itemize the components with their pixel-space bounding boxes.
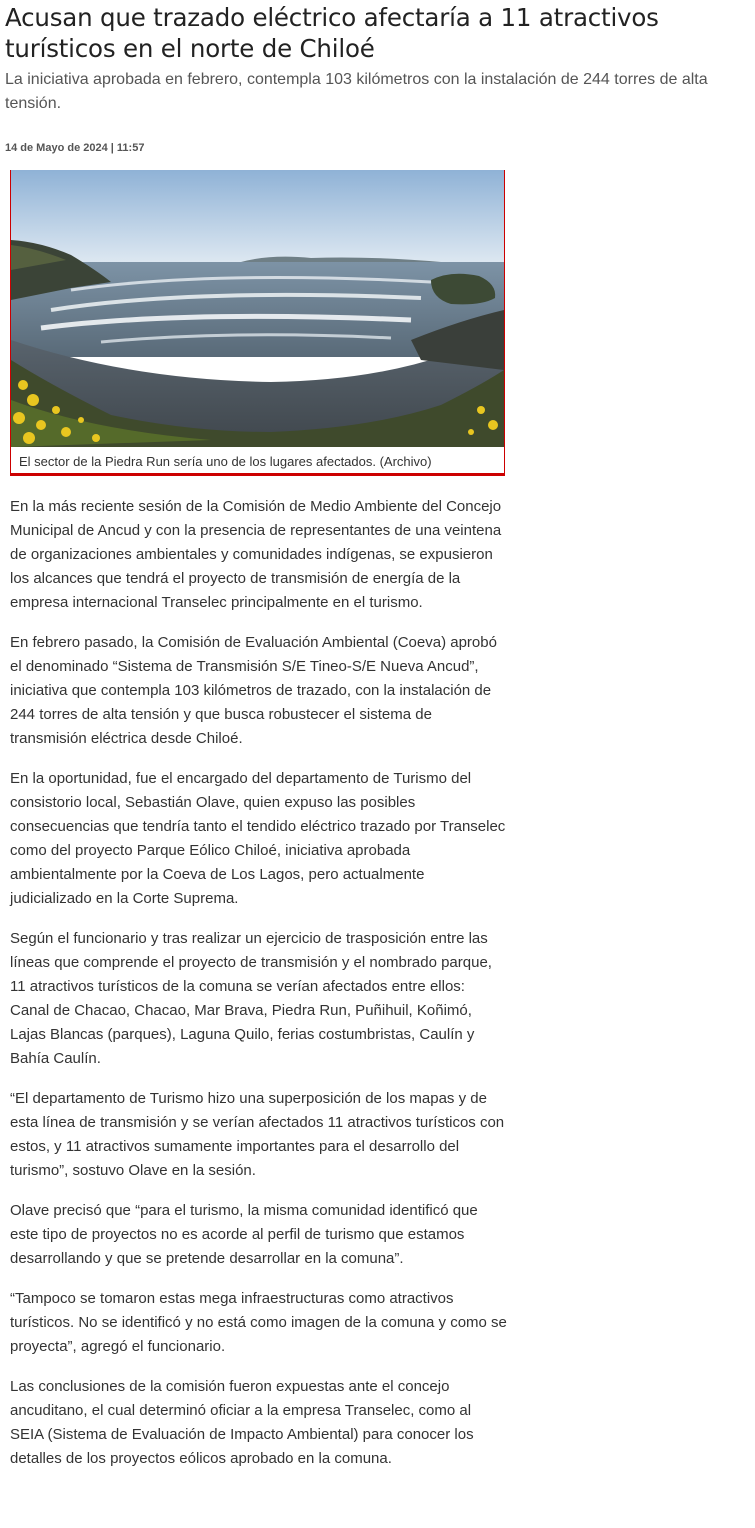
article-paragraph: En la oportunidad, fue el encargado del departamento de Turismo del consistorio local, Sebastián Olave, quien expuso las posibles consecuencias que tendría tanto el tendido eléctrico trazado por Transelec como del proyecto Parque Eólico Chiloé, iniciativa aprobada ambientalmente por la Coeva de Los Lagos, pero actualmente judicializado en la Corte Suprema. (10, 770, 506, 907)
article-figure (10, 170, 505, 476)
article-paragraph: “Tampoco se tomaron estas mega infraestructuras como atractivos turísticos. No se identificó y no está como imagen de la comuna y como se proyecta”, agregó el funcionario. (10, 1290, 507, 1355)
article-paragraph: Olave precisó que “para el turismo, la misma comunidad identificó que este tipo de proyectos no es acorde al perfil de turismo que estamos desarrollando y que se pretende desarrollar en la comuna”. (10, 1202, 478, 1267)
image-caption: El sector de la Piedra Run sería uno de los lugares afectados. (Archivo) (19, 454, 432, 469)
article-paragraph: En febrero pasado, la Comisión de Evaluación Ambiental (Coeva) aprobó el denominado “Sistema de Transmisión S/E Tineo-S/E Nueva Ancud”, iniciativa que contempla 103 kilómetros de trazado, con la instalación de 244 torres de alta tensión y que busca robustecer el sistema de transmisión eléctrica desde Chiloé. (10, 634, 497, 747)
article-paragraph: “El departamento de Turismo hizo una superposición de los mapas y de esta línea de transmisión y se verían afectados 11 atractivos turísticos con estos, y 11 atractivos sumamente importantes para el desarrollo del turismo”, sostuvo Olave en la sesión. (10, 1090, 505, 1179)
article-paragraph: Según el funcionario y tras realizar un ejercicio de trasposición entre las líneas que comprende el proyecto de transmisión y el nombrado parque, 11 atractivos turísticos de la comuna se verían afectados entre ellos: Canal de Chacao, Chacao, Mar Brava, Piedra Run, Puñihuil, Koñimó, Lajas Blancas (parques), Laguna Quilo, ferias costumbristas, Caulín y Bahía Caulín. (10, 930, 492, 1067)
article-dateline: 14 de Mayo de 2024 | 11:57 (5, 142, 145, 154)
article-subtitle: La iniciativa aprobada en febrero, contempla 103 kilómetros con la instalación de 244 torres de alta tensión. (5, 71, 708, 112)
article-body (10, 495, 508, 1487)
coast-photo (11, 170, 504, 447)
article-paragraph: Las conclusiones de la comisión fueron expuestas ante el concejo ancuditano, el cual determinó oficiar a la empresa Transelec, como al SEIA (Sistema de Evaluación de Impacto Ambiental) para conocer los detalles de los proyectos eólicos aprobado en la comuna. (10, 1378, 474, 1467)
article-headline: Acusan que trazado eléctrico afectaría a 11 atractivos turísticos en el norte de Chiloé (5, 3, 659, 63)
article-paragraph: En la más reciente sesión de la Comisión de Medio Ambiente del Concejo Municipal de Ancud y con la presencia de representantes de una veintena de organizaciones ambientales y comunidades indígenas, se expusieron los alcances que tendrá el proyecto de transmisión de energía de la empresa internacional Transelec principalmente en el turismo. (10, 498, 502, 611)
